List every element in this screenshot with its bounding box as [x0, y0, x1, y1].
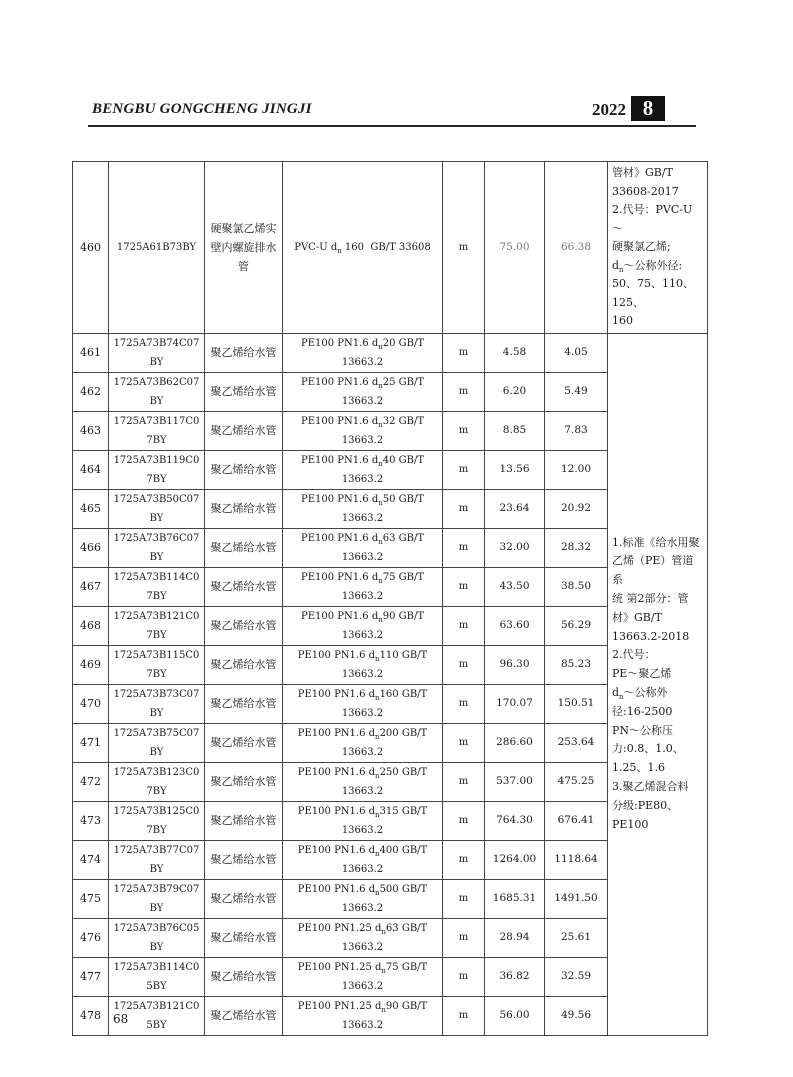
row-unit: m: [443, 528, 485, 567]
row-unit: m: [443, 801, 485, 840]
spec-subscript: n: [378, 420, 383, 429]
row-code: 1725A61B73BY: [109, 162, 205, 334]
row-unit: m: [443, 645, 485, 684]
row-unit: m: [443, 411, 485, 450]
row-code: 1725A73B114C07BY: [109, 567, 205, 606]
row-seq: 472: [73, 762, 109, 801]
row-code: 1725A73B114C05BY: [109, 957, 205, 996]
row-price-incl-tax: 1264.00: [485, 840, 545, 879]
row-name: 聚乙烯给水管: [205, 996, 283, 1035]
row-spec: [283, 879, 443, 918]
row-price-excl-tax: 4.05: [545, 333, 608, 372]
spec-prefix: PE100 PN1.6 d: [297, 844, 376, 856]
row-name: 聚乙烯给水管: [205, 606, 283, 645]
row-spec: [283, 567, 443, 606]
spec-prefix: PE100 PN1.6 d: [300, 493, 379, 505]
row-price-excl-tax: 1491.50: [545, 879, 608, 918]
row-name: 聚乙烯给水管: [205, 723, 283, 762]
spec-suffix: 20 GB/T 13663.2: [341, 337, 425, 368]
row-price-incl-tax: 286.60: [485, 723, 545, 762]
row-unit: m: [443, 567, 485, 606]
row-unit: m: [443, 372, 485, 411]
row-code: 1725A73B50C07BY: [109, 489, 205, 528]
spec-subscript: n: [381, 1005, 386, 1014]
note-line: 160: [612, 314, 633, 327]
row-name: 聚乙烯给水管: [205, 918, 283, 957]
spec-prefix: PE100 PN1.6 d: [297, 727, 376, 739]
row-price-incl-tax: 764.30: [485, 801, 545, 840]
note-line: 材》GB/T: [612, 610, 662, 624]
row-price-excl-tax: 676.41: [545, 801, 608, 840]
note-line: PN～公称压: [612, 723, 674, 737]
spec-suffix: 40 GB/T 13663.2: [341, 454, 425, 485]
row-code: 1725A73B117C07BY: [109, 411, 205, 450]
row-name: 聚乙烯给水管: [205, 762, 283, 801]
row-price-excl-tax: 150.51: [545, 684, 608, 723]
row-price-incl-tax: 28.94: [485, 918, 545, 957]
row-code: 1725A73B62C07BY: [109, 372, 205, 411]
row-seq: 468: [73, 606, 109, 645]
row-price-excl-tax: 28.32: [545, 528, 608, 567]
row-name: 聚乙烯给水管: [205, 684, 283, 723]
row-seq: 465: [73, 489, 109, 528]
row-spec: [283, 606, 443, 645]
row-seq: 469: [73, 645, 109, 684]
note-line: 分级:PE80、PE100: [612, 798, 679, 831]
row-price-incl-tax: 75.00: [485, 162, 545, 334]
row-name: 聚乙烯给水管: [205, 645, 283, 684]
row-price-incl-tax: 6.20: [485, 372, 545, 411]
spec-prefix: PE100 PN1.6 d: [297, 883, 376, 895]
page-number: 68: [113, 1012, 129, 1026]
note-line: [612, 257, 703, 276]
note-dn-sub: n: [619, 693, 624, 702]
spec-prefix: PE100 PN1.6 d: [300, 337, 379, 349]
row-price-incl-tax: 43.50: [485, 567, 545, 606]
note-line: [612, 684, 703, 703]
row-seq: 475: [73, 879, 109, 918]
spec-suffix: 315 GB/T 13663.2: [341, 805, 428, 836]
group-note: [608, 333, 708, 1035]
row-name: 聚乙烯给水管: [205, 450, 283, 489]
row-code: 1725A73B125C07BY: [109, 801, 205, 840]
spec-prefix: PE100 PN1.6 d: [297, 766, 376, 778]
spec-subscript: n: [375, 654, 380, 663]
row-price-incl-tax: 63.60: [485, 606, 545, 645]
journal-title: BENGBU GONGCHENG JINGJI: [92, 101, 312, 117]
row-name: 聚乙烯给水管: [205, 567, 283, 606]
spec-suffix: 63 GB/T 13663.2: [341, 532, 425, 563]
row-name: 聚乙烯给水管: [205, 957, 283, 996]
row-spec: [283, 957, 443, 996]
spec-suffix: 250 GB/T 13663.2: [341, 766, 428, 797]
row-price-excl-tax: 1118.64: [545, 840, 608, 879]
spec-prefix: PE100 PN1.25 d: [297, 1000, 382, 1012]
row-name: 聚乙烯给水管: [205, 333, 283, 372]
spec-suffix: 200 GB/T 13663.2: [341, 727, 428, 758]
row-code: 1725A73B115C07BY: [109, 645, 205, 684]
row-price-excl-tax: 475.25: [545, 762, 608, 801]
row-name: 聚乙烯给水管: [205, 528, 283, 567]
row-unit: m: [443, 723, 485, 762]
spec-subscript: n: [375, 693, 380, 702]
row-price-excl-tax: 12.00: [545, 450, 608, 489]
spec-suffix: 63 GB/T 13663.2: [341, 922, 428, 953]
row-code: 1725A73B76C05BY: [109, 918, 205, 957]
row-unit: m: [443, 333, 485, 372]
row-seq: 470: [73, 684, 109, 723]
row-seq: 474: [73, 840, 109, 879]
row-price-incl-tax: 13.56: [485, 450, 545, 489]
row-unit: m: [443, 450, 485, 489]
note-line: 13663.2-2018: [612, 629, 690, 643]
row-note: [608, 162, 708, 334]
row-spec: [283, 528, 443, 567]
row-spec: [283, 450, 443, 489]
row-name: 聚乙烯给水管: [205, 840, 283, 879]
note-dn-sub: n: [619, 265, 624, 274]
spec-subscript: n: [378, 576, 383, 585]
spec-prefix: PE100 PN1.6 d: [297, 805, 376, 817]
row-code: 1725A73B121C05BY: [109, 996, 205, 1035]
row-unit: m: [443, 762, 485, 801]
spec-subscript: n: [378, 459, 383, 468]
row-name: 聚乙烯给水管: [205, 372, 283, 411]
row-seq: 460: [73, 162, 109, 334]
row-price-incl-tax: 56.00: [485, 996, 545, 1035]
row-unit: m: [443, 879, 485, 918]
note-dn: d: [612, 686, 620, 699]
row-price-excl-tax: 85.23: [545, 645, 608, 684]
spec-suffix: 400 GB/T 13663.2: [341, 844, 428, 875]
row-price-incl-tax: 96.30: [485, 645, 545, 684]
row-price-excl-tax: 38.50: [545, 567, 608, 606]
spec-subscript: n: [375, 888, 380, 897]
spec-suffix: 75 GB/T 13663.2: [341, 571, 425, 602]
note-line: 径:16-2500: [612, 704, 673, 718]
row-price-excl-tax: 32.59: [545, 957, 608, 996]
row-spec: [283, 801, 443, 840]
row-seq: 464: [73, 450, 109, 489]
spec-prefix: PE100 PN1.6 d: [297, 688, 376, 700]
row-price-excl-tax: 25.61: [545, 918, 608, 957]
row-code: 1725A73B77C07BY: [109, 840, 205, 879]
row-unit: m: [443, 996, 485, 1035]
row-spec: [283, 333, 443, 372]
row-spec: [283, 762, 443, 801]
row-spec: [283, 162, 443, 334]
row-price-incl-tax: 23.64: [485, 489, 545, 528]
row-spec: [283, 684, 443, 723]
row-code: 1725A73B76C07BY: [109, 528, 205, 567]
spec-suffix: 160 GB/T 13663.2: [341, 688, 428, 719]
spec-prefix: PE100 PN1.6 d: [300, 610, 379, 622]
row-price-incl-tax: 537.00: [485, 762, 545, 801]
header-divider: [88, 125, 696, 127]
spec-prefix: PE100 PN1.6 d: [297, 649, 376, 661]
row-unit: m: [443, 606, 485, 645]
spec-prefix: PE100 PN1.6 d: [300, 532, 379, 544]
row-price-excl-tax: 253.64: [545, 723, 608, 762]
spec-subscript: n: [378, 342, 383, 351]
row-code: 1725A73B73C07BY: [109, 684, 205, 723]
row-code: 1725A73B75C07BY: [109, 723, 205, 762]
row-price-excl-tax: 7.83: [545, 411, 608, 450]
row-spec: [283, 840, 443, 879]
spec-subscript: n: [378, 537, 383, 546]
row-code: 1725A73B121C07BY: [109, 606, 205, 645]
row-seq: 477: [73, 957, 109, 996]
spec-prefix: PE100 PN1.6 d: [300, 376, 379, 388]
spec-prefix: PE100 PN1.6 d: [300, 571, 379, 583]
spec-suffix: 110 GB/T 13663.2: [341, 649, 428, 680]
row-name: 聚乙烯给水管: [205, 489, 283, 528]
row-seq: 461: [73, 333, 109, 372]
row-code: 1725A73B123C07BY: [109, 762, 205, 801]
note-line: 3.聚乙烯混合料: [612, 779, 689, 793]
note-line: 力:0.8、1.0、: [612, 742, 684, 756]
row-code: 1725A73B119C07BY: [109, 450, 205, 489]
row-seq: 476: [73, 918, 109, 957]
row-code: 1725A73B74C07BY: [109, 333, 205, 372]
row-seq: 463: [73, 411, 109, 450]
spec-subscript: n: [375, 732, 380, 741]
row-price-incl-tax: 8.85: [485, 411, 545, 450]
spec-prefix: PE100 PN1.25 d: [297, 961, 382, 973]
spec-suffix: 50 GB/T 13663.2: [341, 493, 425, 524]
spec-subscript: n: [378, 498, 383, 507]
note-dn-rest: ～公称外: [623, 686, 668, 699]
row-spec: [283, 489, 443, 528]
row-price-incl-tax: 32.00: [485, 528, 545, 567]
note-line: 33608-2017: [612, 184, 679, 198]
note-line: 硬聚氯乙烯;: [612, 240, 671, 253]
row-seq: 467: [73, 567, 109, 606]
row-unit: m: [443, 684, 485, 723]
issue-number: 8: [631, 96, 665, 121]
price-table: [72, 161, 708, 1036]
note-dn: d: [612, 258, 620, 272]
spec-suffix: 32 GB/T 13663.2: [341, 415, 425, 446]
note-line: 2.代号：PVC-U～: [612, 203, 693, 235]
row-spec: [283, 645, 443, 684]
row-spec: [283, 918, 443, 957]
spec-prefix: PVC-U d: [294, 241, 338, 253]
note-line: 2.代号：: [612, 648, 656, 662]
spec-subscript: n: [375, 810, 380, 819]
row-name: 聚乙烯给水管: [205, 801, 283, 840]
row-spec: [283, 723, 443, 762]
note-line: 1.标准《给水用聚: [612, 535, 700, 549]
row-price-excl-tax: 56.29: [545, 606, 608, 645]
spec-prefix: PE100 PN1.25 d: [297, 922, 382, 934]
row-price-excl-tax: 5.49: [545, 372, 608, 411]
note-line: 50、75、110、125、: [612, 277, 694, 309]
spec-prefix: PE100 PN1.6 d: [300, 415, 379, 427]
row-seq: 473: [73, 801, 109, 840]
row-unit: m: [443, 840, 485, 879]
spec-subscript: n: [381, 927, 386, 936]
row-price-incl-tax: 170.07: [485, 684, 545, 723]
note-line: 1.25、1.6: [612, 761, 665, 775]
spec-suffix: 500 GB/T 13663.2: [341, 883, 428, 914]
row-name: 聚乙烯给水管: [205, 411, 283, 450]
row-spec: [283, 372, 443, 411]
row-price-incl-tax: 1685.31: [485, 879, 545, 918]
spec-subscript: n: [378, 615, 383, 624]
row-unit: m: [443, 918, 485, 957]
row-spec: [283, 996, 443, 1035]
spec-subscript: n: [375, 849, 380, 858]
row-unit: m: [443, 957, 485, 996]
row-seq: 478: [73, 996, 109, 1035]
spec-subscript: n: [375, 771, 380, 780]
spec-suffix: 90 GB/T 13663.2: [341, 610, 425, 641]
row-price-incl-tax: 36.82: [485, 957, 545, 996]
row-price-excl-tax: 49.56: [545, 996, 608, 1035]
note-line: PE～聚乙烯: [612, 667, 672, 681]
note-line: 统 第2部分：管: [612, 592, 689, 606]
issue-year: 2022: [592, 100, 626, 119]
spec-suffix: 90 GB/T 13663.2: [341, 1000, 428, 1031]
table-row: [73, 162, 708, 334]
row-unit: m: [443, 162, 485, 334]
spec-prefix: PE100 PN1.6 d: [300, 454, 379, 466]
spec-subscript: n: [378, 381, 383, 390]
table-row: [73, 333, 708, 372]
row-seq: 462: [73, 372, 109, 411]
spec-suffix: 160 GB/T 33608: [341, 241, 431, 253]
note-line: 管材》GB/T: [612, 166, 673, 179]
row-price-incl-tax: 4.58: [485, 333, 545, 372]
row-name: 聚乙烯给水管: [205, 879, 283, 918]
note-line: 乙烯（PE）管道系: [612, 554, 694, 587]
row-seq: 471: [73, 723, 109, 762]
row-price-excl-tax: 20.92: [545, 489, 608, 528]
row-code: 1725A73B79C07BY: [109, 879, 205, 918]
row-seq: 466: [73, 528, 109, 567]
row-name: 硬聚氯乙烯实壁内螺旋排水管: [205, 162, 283, 334]
row-price-excl-tax: 66.38: [545, 162, 608, 334]
spec-subscript: n: [337, 246, 342, 255]
row-unit: m: [443, 489, 485, 528]
spec-subscript: n: [381, 966, 386, 975]
spec-suffix: 75 GB/T 13663.2: [341, 961, 428, 992]
spec-suffix: 25 GB/T 13663.2: [341, 376, 425, 407]
row-spec: [283, 411, 443, 450]
note-dn-rest: ～公称外径:: [623, 258, 683, 272]
